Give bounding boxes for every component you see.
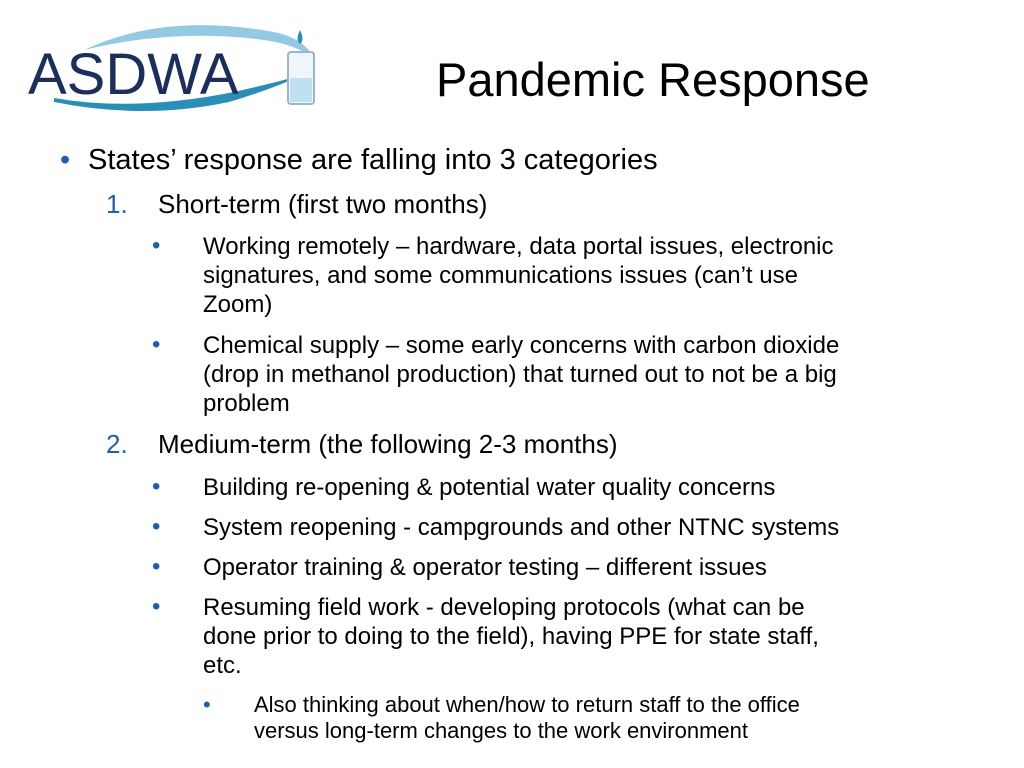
point-line: Operator training & operator testing – different issues xyxy=(203,554,767,581)
subpoint-line: versus long-term changes to the work environment xyxy=(254,718,749,743)
point-line: etc. xyxy=(203,652,242,679)
sub-bullet-marker: • xyxy=(152,331,161,358)
point-line: Working remotely – hardware, data portal issues, electronic xyxy=(203,233,834,260)
bullet-marker: • xyxy=(60,144,71,176)
slide-title: Pandemic Response xyxy=(436,53,870,106)
category-label: Short-term (first two months) xyxy=(158,189,488,219)
logo-text: ASDWA xyxy=(28,42,239,107)
category-label: Medium-term (the following 2-3 months) xyxy=(158,429,618,459)
sub-bullet-marker: • xyxy=(152,553,161,580)
sub-bullet-marker: • xyxy=(152,593,161,620)
point-line: Building re-opening & potential water quality concerns xyxy=(203,474,776,501)
point-line: signatures, and some communications issues (can’t use xyxy=(203,262,798,289)
point-line: done prior to doing to the field), having PPE for state staff, xyxy=(203,623,819,650)
point-line: Chemical supply – some early concerns with carbon dioxide xyxy=(203,332,840,359)
item-number: 1. xyxy=(106,189,128,219)
main-bullet-text: States’ response are falling into 3 categories xyxy=(88,144,658,176)
point-line: Resuming field work - developing protocols (what can be xyxy=(203,594,805,621)
sub-bullet-marker: • xyxy=(152,513,161,540)
sub-bullet-marker: • xyxy=(152,232,161,259)
point-line: System reopening - campgrounds and other NTNC systems xyxy=(203,514,840,541)
point-line: problem xyxy=(203,390,290,417)
point-line: (drop in methanol production) that turned out to not be a big xyxy=(203,361,837,388)
sub-sub-bullet-marker: • xyxy=(203,692,211,717)
item-number: 2. xyxy=(106,429,128,459)
subpoint-line: Also thinking about when/how to return staff to the office xyxy=(254,692,800,717)
sub-bullet-marker: • xyxy=(152,473,161,500)
asdwa-logo xyxy=(24,10,324,122)
point-line: Zoom) xyxy=(203,291,273,318)
